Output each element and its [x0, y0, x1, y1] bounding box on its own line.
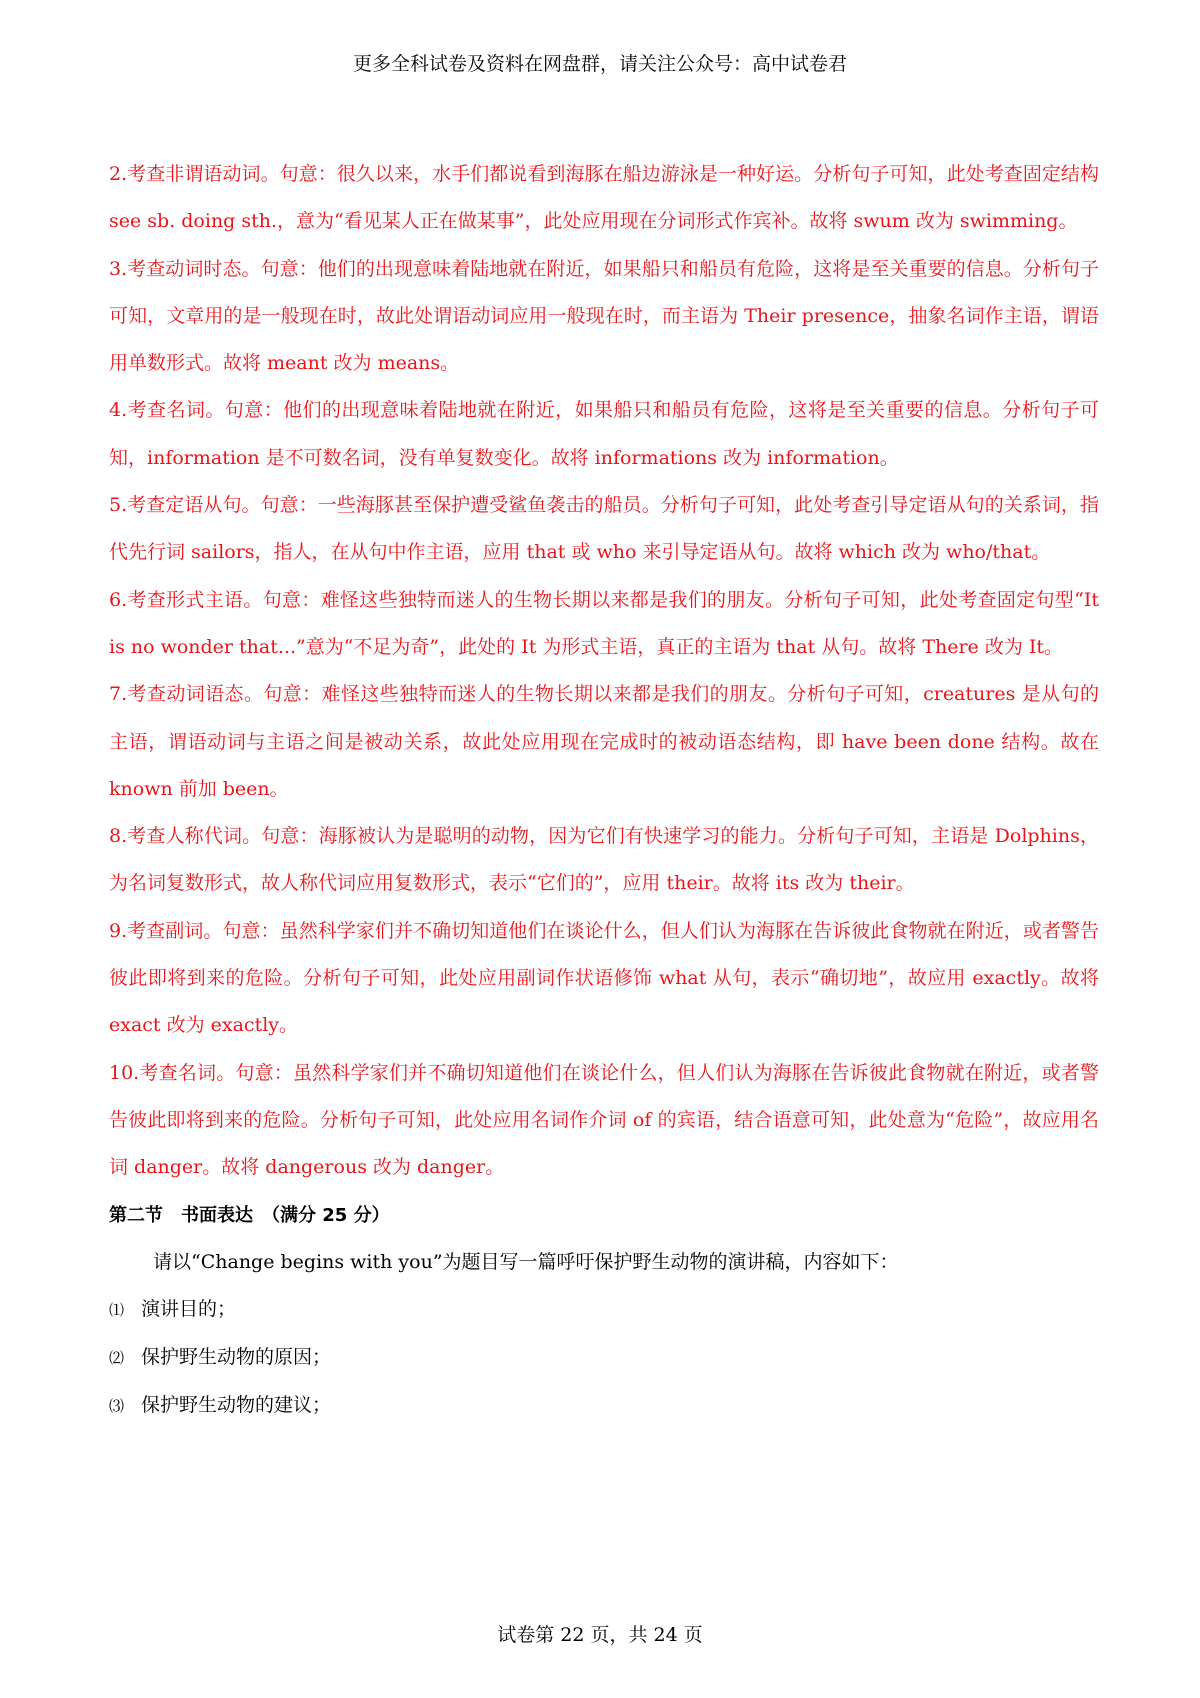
page-header: 更多全科试卷及资料在网盘群，请关注公众号：高中试卷君 — [352, 53, 847, 75]
answer-item-4: 4.考查名词。句意：他们的出现意味着陆地就在附近，如果船只和船员有危险，这将是至关重要的信息。分析句子可知，information 是不可数名词，没有单复数变化。故将 informations 改为 information。 — [109, 399, 1099, 469]
section-title: 第二节 书面表达 （满分 25 分） — [109, 1204, 390, 1226]
requirement-number: ⑵ — [109, 1348, 125, 1367]
answer-item-6: 6.考查形式主语。句意：难怪这些独特而迷人的生物长期以来都是我们的朋友。分析句子可知，此处考查固定句型“It is no wonder that...”意为“不足为奇”，此处的 It 为形式主语，真正的主语为 that 从句。故将 There 改为 It。 — [109, 588, 1099, 658]
requirement-item — [109, 1286, 1099, 1334]
page-content — [109, 151, 1099, 1430]
requirement-number: ⑶ — [109, 1396, 125, 1415]
answer-item-8: 8.考查人称代词。句意：海豚被认为是聪明的动物，因为它们有快速学习的能力。分析句子可知，主语是 Dolphins，为名词复数形式，故人称代词应用复数形式，表示“它们的”，应用 their。故将 its 改为 their。 — [109, 825, 1099, 895]
requirement-text: 保护野生动物的原因； — [141, 1345, 332, 1368]
requirement-item — [109, 1382, 1099, 1430]
requirement-text: 保护野生动物的建议； — [141, 1393, 332, 1416]
answer-item-2: 2.考查非谓语动词。句意：很久以来，水手们都说看到海豚在船边游泳是一种好运。分析句子可知，此处考查固定结构 see sb. doing sth.，意为“看见某人正在做某事”，此处应用现在分词形式作宾补。故将 swum 改为 swimming。 — [109, 163, 1099, 233]
answer-item-10: 10.考查名词。句意：虽然科学家们并不确切知道他们在谈论什么，但人们认为海豚在告诉彼此食物就在附近，或者警告彼此即将到来的危险。分析句子可知，此处应用名词作介词 of 的宾语，结合语意可知，此处意为“危险”，故应用名词 danger。故将 dangerous 改为 danger。 — [109, 1061, 1099, 1179]
requirement-text: 演讲目的； — [141, 1297, 237, 1320]
requirement-item — [109, 1334, 1099, 1382]
requirement-number: ⑴ — [109, 1300, 125, 1319]
answer-item-7: 7.考查动词语态。句意：难怪这些独特而迷人的生物长期以来都是我们的朋友。分析句子可知，creatures 是从句的主语，谓语动词与主语之间是被动关系，故此处应用现在完成时的被动语态结构，即 have been done 结构。故在 known 前加 been。 — [109, 683, 1099, 800]
answer-item-9: 9.考查副词。句意：虽然科学家们并不确切知道他们在谈论什么，但人们认为海豚在告诉彼此食物就在附近，或者警告彼此即将到来的危险。分析句子可知，此处应用副词作状语修饰 what 从句，表示“确切地”，故应用 exactly。故将 exact 改为 exactly。 — [109, 919, 1099, 1037]
answer-item-5: 5.考查定语从句。句意：一些海豚甚至保护遭受鲨鱼袭击的船员。分析句子可知，此处考查引导定语从句的关系词，指代先行词 sailors，指人，在从句中作主语，应用 that 或 who 来引导定语从句。故将 which 改为 who/that。 — [109, 494, 1099, 564]
page-footer: 试卷第 22 页，共 24 页 — [497, 1624, 703, 1646]
writing-prompt: 请以“Change begins with you”为题目写一篇呼吁保护野生动物的演讲稿，内容如下： — [153, 1250, 899, 1273]
answer-item-3: 3.考查动词时态。句意：他们的出现意味着陆地就在附近，如果船只和船员有危险，这将是至关重要的信息。分析句子可知，文章用的是一般现在时，故此处谓语动词应用一般现在时，而主语为 Their presence，抽象名词作主语，谓语用单数形式。故将 meant 改为 means。 — [109, 257, 1099, 375]
